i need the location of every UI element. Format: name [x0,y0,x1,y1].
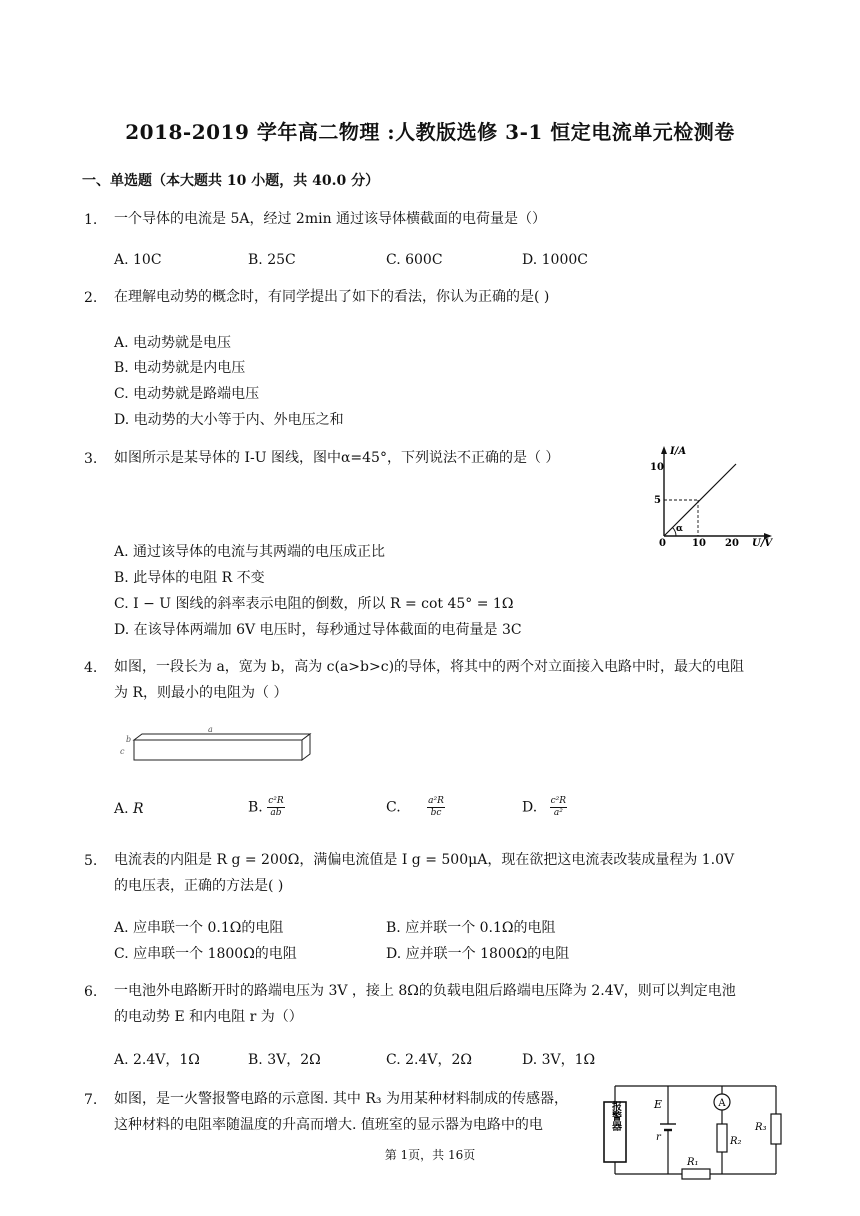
x-tick-20: 20 [725,538,739,548]
option-b: B. $\frac{\text{c²R}}{ab}$ [248,796,284,818]
option-b: B. 电动势就是内电压 [114,360,246,376]
option-c: C. 2.4V，2Ω [386,1052,473,1068]
question-number: 5. [84,853,98,869]
label-R2: R₂ [730,1136,742,1147]
option-d: D. 电动势的大小等于内、外电压之和 [114,412,344,428]
option-a: A. R [114,801,144,817]
option-c: C. 电动势就是路端电压 [114,386,260,402]
cuboid-figure [112,724,312,766]
question-text-line2: 的电动势 E 和内电阻 r 为（） [114,1009,303,1025]
question-text-line2: 这种材料的电阻率随温度的升高而增大. 值班室的显示器为电路中的电 [114,1117,543,1133]
option-c: C. I − U 图线的斜率表示电阻的倒数，所以 R = cot 45° = 1Ω [114,596,514,612]
option-c: C. 应串联一个 1800Ω的电阻 [114,946,297,962]
label-E: E [654,1098,663,1111]
label-R3: R₃ [755,1122,767,1133]
y-tick-10: 10 [650,462,664,473]
option-a: A. 10C [114,252,162,268]
option-c: C. 600C [386,252,443,268]
option-a: A. 通过该导体的电流与其两端的电压成正比 [114,544,386,560]
alarm-circuit-figure [598,1080,786,1180]
question-number: 2. [84,290,98,306]
question-number: 6. [84,984,98,1000]
option-a: A. 应串联一个 0.1Ω的电阻 [114,920,284,936]
x-axis-label: U/V [752,538,773,548]
label-r: r [656,1132,661,1143]
question-text: 一个导体的电流是 5A，经过 2min 通过该导体横截面的电荷量是（） [114,211,547,227]
question-number: 1. [84,212,98,228]
page-title: 2018-2019 学年高二物理 :人教版选修 3-1 恒定电流单元检测卷 [125,120,735,144]
option-b: B. 应并联一个 0.1Ω的电阻 [386,920,556,936]
section-heading: 一、单选题（本大题共 10 小题，共 40.0 分） [82,173,380,189]
question-text-line1: 如图，是一火警报警电路的示意图. 其中 R₃ 为用某种材料制成的传感器， [114,1091,568,1107]
option-b: B. 3V，2Ω [248,1052,321,1068]
label-A: A [718,1098,726,1109]
option-c: C. $\frac{\text{a²R}}{bc}$ [386,796,444,818]
label-b: b [126,735,132,744]
question-number: 7. [84,1092,98,1108]
page-footer: 第 1页，共 16页 [384,1148,476,1162]
option-d: D. $\frac{\text{c²R}}{\text{a²}}$ [522,796,567,818]
question-number: 3. [84,451,98,467]
option-a: A. 电动势就是电压 [114,335,232,351]
x-tick-0: 0 [659,538,666,548]
question-text-line2: 为 R，则最小的电阻为（ ） [114,685,288,701]
question-number: 4. [84,660,98,676]
question-text-line1: 如图，一段长为 a，宽为 b，高为 c(a>b>c)的导体，将其中的两个对立面接入电路中时，最大的电阻 [114,659,745,675]
option-d: D. 1000C [522,252,588,268]
alarm-label: 报警器 [609,1101,621,1131]
option-b: B. 此导体的电阻 R 不变 [114,570,265,586]
option-d: D. 在该导体两端加 6V 电压时，每秒通过导体截面的电荷量是 3C [114,622,522,638]
label-a: a [208,725,213,734]
label-R1: R₁ [687,1157,699,1168]
y-tick-5: 5 [654,495,661,506]
option-d: D. 应并联一个 1800Ω的电阻 [386,946,570,962]
y-axis-label: I/A [670,446,687,457]
angle-label: α [676,524,683,534]
option-b: B. 25C [248,252,296,268]
question-text: 在理解电动势的概念时，有同学提出了如下的看法，你认为正确的是( ) [114,289,550,305]
question-text-line1: 一电池外电路断开时的路端电压为 3V ，接上 8Ω的负载电阻后路端电压降为 2.4V，则可以判定电池 [114,983,736,999]
option-d: D. 3V，1Ω [522,1052,596,1068]
option-a: A. 2.4V，1Ω [114,1052,200,1068]
question-text: 如图所示是某导体的 I-U 图线，图中α=45°，下列说法不正确的是（ ） [114,450,560,466]
x-tick-10: 10 [692,538,706,548]
iu-graph-figure [640,440,790,548]
label-c: c [120,747,125,756]
question-text-line2: 的电压表，正确的方法是( ) [114,878,284,894]
question-text-line1: 电流表的内阻是 R g = 200Ω，满偏电流值是 I g = 500μA，现在欲把这电流表改装成量程为 1.0V [114,852,735,868]
